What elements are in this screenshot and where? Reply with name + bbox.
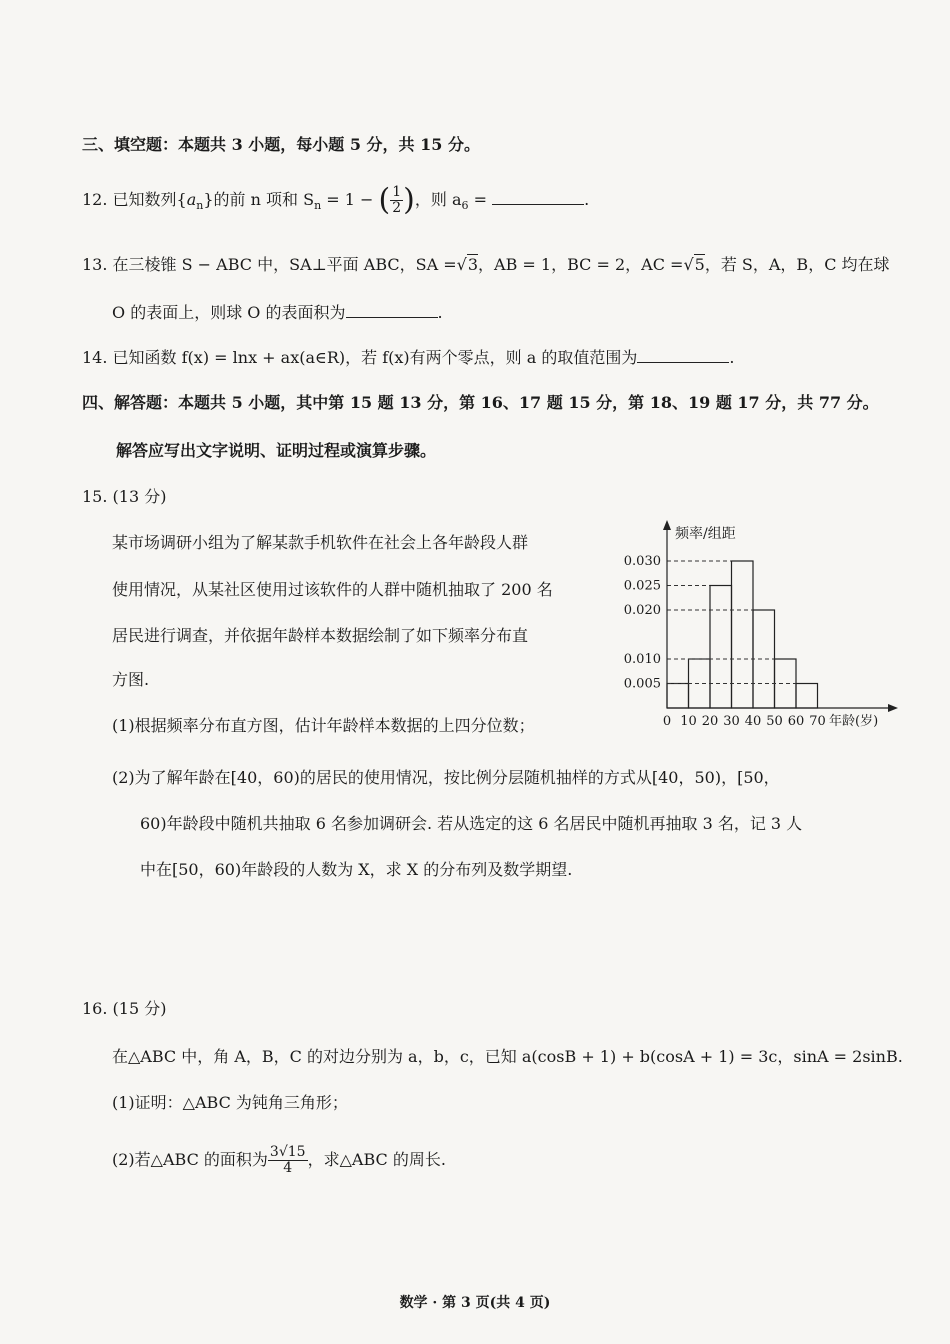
x-tick-label: 50 bbox=[766, 714, 783, 729]
sqrt-icon: √ bbox=[456, 255, 467, 274]
q14-end: . bbox=[729, 348, 735, 367]
q12-fraction bbox=[390, 185, 403, 216]
q16-part2-text-a: (2)若△ABC 的面积为 bbox=[112, 1150, 268, 1169]
q16-frac-den: 4 bbox=[283, 1160, 293, 1176]
q15-part2-line1: (2)为了解年龄在[40，60)的居民的使用情况，按比例分层随机抽样的方式从[40，50)，[50， bbox=[112, 768, 780, 787]
y-tick-label: 0.005 bbox=[623, 676, 661, 692]
q13-sqrt5: 5 bbox=[694, 255, 705, 274]
question-13-line1 bbox=[82, 252, 890, 275]
x-axis-arrow-icon bbox=[888, 704, 898, 712]
histogram-bar bbox=[796, 684, 818, 709]
question-12 bbox=[82, 180, 589, 226]
q13-text-line2: O 的表面上，则球 O 的表面积为 bbox=[112, 303, 346, 322]
q12-sub-n: n bbox=[196, 199, 204, 213]
q12-paren-close: ) bbox=[403, 182, 415, 218]
q12-sub-n2: n bbox=[314, 199, 322, 213]
q13-text-b: ，AB = 1，BC = 2，AC = bbox=[478, 255, 684, 274]
q16-part2 bbox=[112, 1142, 446, 1178]
x-tick-label: 30 bbox=[723, 714, 740, 729]
q12-frac-num: 1 bbox=[392, 184, 402, 200]
page-footer: 数学 · 第 3 页(共 4 页) bbox=[399, 1295, 551, 1311]
x-axis-label: 年龄(岁) bbox=[829, 714, 879, 729]
q16-fraction bbox=[268, 1145, 308, 1176]
q13-end: . bbox=[437, 303, 443, 322]
histogram-bar bbox=[710, 586, 732, 709]
q13-sqrt3: 3 bbox=[467, 255, 479, 274]
q16-part2-text-b: ，求△ABC 的周长. bbox=[307, 1150, 446, 1169]
x-tick-label: 60 bbox=[787, 714, 805, 729]
q12-var-a: a bbox=[186, 190, 197, 209]
histogram-bar bbox=[753, 610, 775, 708]
histogram-bar bbox=[667, 684, 689, 709]
q14-answer-blank[interactable] bbox=[637, 348, 729, 363]
q15-para-line4: 方图. bbox=[112, 670, 150, 689]
q16-part1: (1)证明：△ABC 为钝角三角形； bbox=[112, 1093, 348, 1112]
q15-para-line2: 使用情况，从某社区使用过该软件的人群中随机抽取了 200 名 bbox=[112, 580, 553, 599]
q13-number: 13. bbox=[82, 255, 108, 274]
q12-frac-den: 2 bbox=[392, 200, 402, 216]
q12-end: . bbox=[584, 190, 590, 209]
y-axis-arrow-icon bbox=[663, 520, 671, 530]
q12-text-a: 已知数列{ bbox=[112, 190, 187, 209]
q15-part1: (1)根据频率分布直方图，估计年龄样本数据的上四分位数； bbox=[112, 716, 535, 735]
q16-para: 在△ABC 中，角 A，B，C 的对边分别为 a，b，c，已知 a(cosB + 1) + b(cosA + 1) = 3c，sinA = 2sinB. bbox=[112, 1047, 903, 1066]
x-tick-label: 0 bbox=[662, 714, 672, 729]
x-tick-label: 70 bbox=[809, 714, 826, 729]
q15-part2-line2: 60)年龄段中随机共抽取 6 名参加调研会. 若从选定的这 6 名居民中随机再抽取 3 名，记 3 人 bbox=[140, 814, 803, 833]
section-4-heading-line2: 解答应写出文字说明、证明过程或演算步骤。 bbox=[116, 441, 437, 460]
question-13-line2 bbox=[112, 300, 443, 323]
y-axis-label: 频率/组距 bbox=[675, 526, 736, 542]
q15-part2-line3: 中在[50，60)年龄段的人数为 X，求 X 的分布列及数学期望. bbox=[140, 860, 573, 879]
q13-text-a: 在三棱锥 S − ABC 中，SA⊥平面 ABC，SA = bbox=[112, 255, 457, 274]
q16-frac-num: 3√15 bbox=[269, 1144, 306, 1160]
q14-text: 已知函数 f(x) = lnx + ax(a∈R)，若 f(x)有两个零点，则 a 的取值范围为 bbox=[112, 348, 638, 367]
q12-text-b: }的前 n 项和 S bbox=[203, 190, 315, 209]
x-tick-label: 40 bbox=[744, 714, 762, 729]
q12-text-e: = bbox=[468, 190, 488, 209]
frequency-histogram bbox=[615, 518, 915, 733]
x-tick-label: 10 bbox=[680, 714, 697, 729]
sqrt-icon: √ bbox=[683, 255, 694, 274]
q15-para-line3: 居民进行调查，并依据年龄样本数据绘制了如下频率分布直 bbox=[112, 626, 529, 645]
y-tick-label: 0.030 bbox=[623, 554, 661, 569]
q14-number: 14. bbox=[82, 348, 108, 367]
x-tick-label: 20 bbox=[701, 714, 719, 729]
y-tick-label: 0.010 bbox=[623, 652, 661, 667]
q15-para-line1: 某市场调研小组为了解某款手机软件在社会上各年龄段人群 bbox=[112, 533, 529, 552]
section-3-heading: 三、填空题：本题共 3 小题，每小题 5 分，共 15 分。 bbox=[82, 135, 480, 154]
q12-answer-blank[interactable] bbox=[492, 190, 584, 205]
section-4-heading: 四、解答题：本题共 5 小题，其中第 15 题 13 分，第 16、17 题 15 分，第 18、19 题 17 分，共 77 分。 bbox=[82, 393, 879, 412]
q12-paren-open: ( bbox=[378, 182, 391, 218]
question-14 bbox=[82, 345, 734, 368]
y-tick-label: 0.020 bbox=[623, 603, 661, 618]
q13-text-c: ，若 S，A，B，C 均在球 bbox=[704, 255, 890, 274]
histogram-bar bbox=[775, 659, 797, 708]
q12-number: 12. bbox=[82, 190, 108, 209]
q12-text-c: = 1 − bbox=[321, 190, 379, 209]
q12-text-d: ，则 a bbox=[414, 190, 462, 209]
q15-number: 15. (13 分) bbox=[82, 487, 167, 506]
q16-number: 16. (15 分) bbox=[82, 999, 167, 1018]
y-tick-label: 0.025 bbox=[623, 578, 661, 594]
q13-answer-blank[interactable] bbox=[346, 303, 438, 318]
histogram-bar bbox=[732, 561, 754, 708]
q12-sub-6: 6 bbox=[461, 199, 469, 213]
